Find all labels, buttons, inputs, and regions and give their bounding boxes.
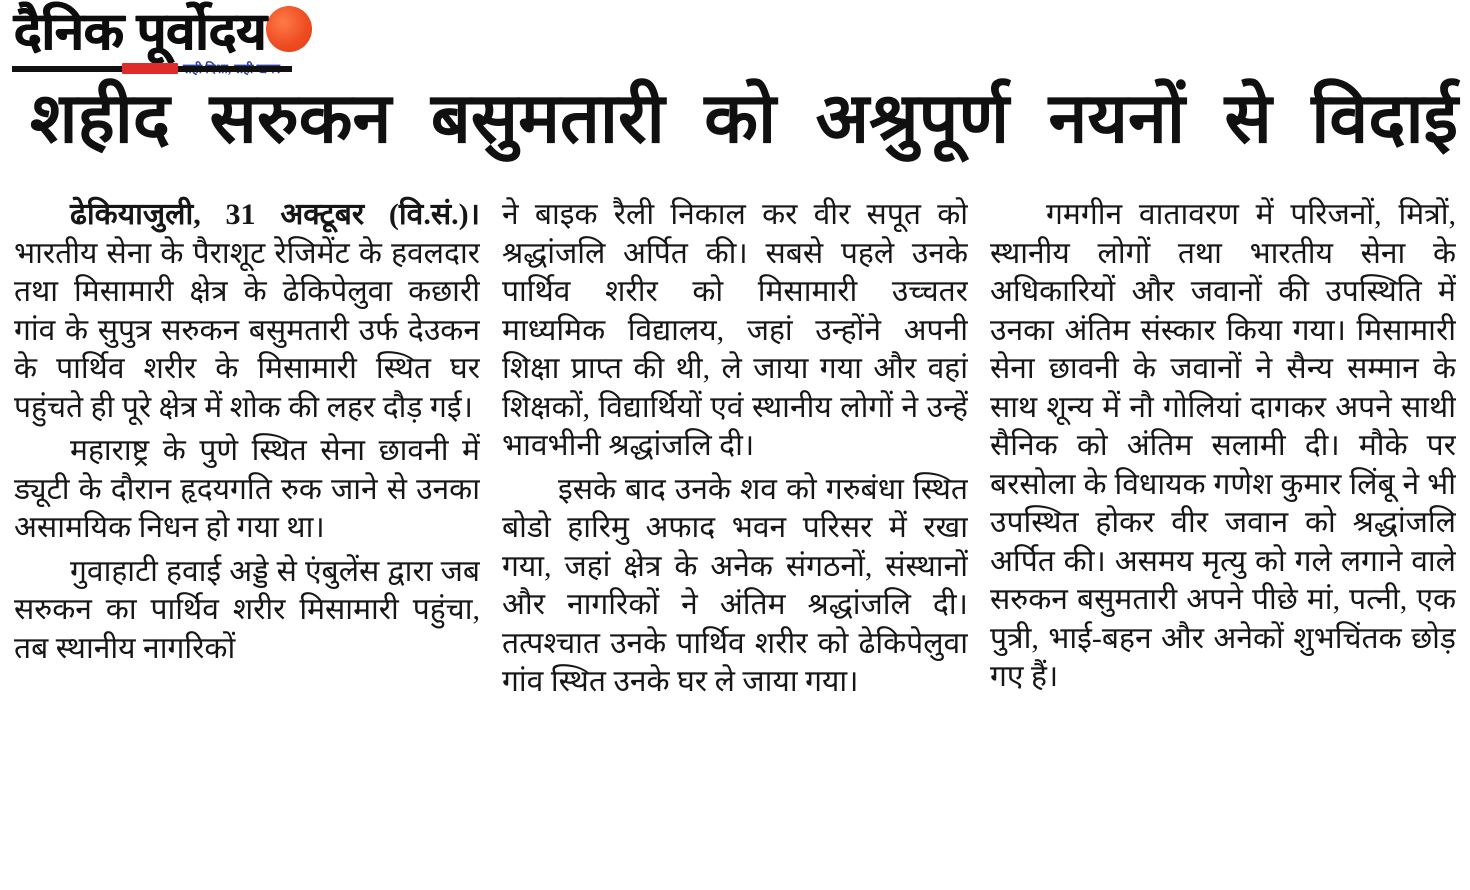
masthead-title-wrap bbox=[14, 4, 306, 64]
article-column-3 bbox=[990, 196, 1456, 888]
paragraph-text: भारतीय सेना के पैराशूट रेजिमेंट के हवलदार तथा मिसामारी क्षेत्र के ढेकिपेलुवा कछारी गांव के सुपुत्र सरुकन बसुमतारी उर्फ देउकन के पार्थिव शरीर के मिसामारी स्थित घर पहुंचते ही पूरे क्षेत्र में शोक की लहर दौड़ गई। bbox=[14, 236, 480, 424]
publication-badge bbox=[122, 63, 178, 74]
paragraph: इसके बाद उनके शव को गरुबंधा स्थित बोडो हारिमु अफाद भवन परिसर में रखा गया, जहां क्षेत्र के अनेक संगठनों, संस्थानों और नागरिकों ने अंतिम श्रद्धांजलि दी। तत्पश्चात उनके पार्थिव शरीर को ढेकिपेलुवा गांव स्थित उनके घर ले जाया गया। bbox=[502, 472, 968, 698]
article-column-1 bbox=[14, 196, 480, 888]
rising-sun-icon bbox=[266, 6, 312, 52]
paragraph: गमगीन वातावरण में परिजनों, मित्रों, स्थानीय लोगों तथा भारतीय सेना के अधिकारियों और जवानों की उपस्थिति में उनका अंतिम संस्कार किया गया। मिसामारी सेना छावनी के जवानों ने सैन्य सम्मान के साथ शून्य में नौ गोलियां दागकर अपने साथी सैनिक को अंतिम सलामी दी। मौके पर बरसोला के विधायक गणेश कुमार लिंबू ने भी उपस्थित होकर वीर जवान को श्रद्धांजलि अर्पित की। असमय मृत्यु को गले लगाने वाले सरुकन बसुमतारी अपने पीछे मां, पत्नी, एक पुत्री, भाई-बहन और अनेकों शुभचिंतक छोड़ गए हैं। bbox=[990, 198, 1456, 693]
dateline: ढेकियाजुली, 31 अक्टूबर (वि.सं.)। bbox=[70, 198, 480, 231]
paragraph: ने बाइक रैली निकाल कर वीर सपूत को श्रद्धांजलि अर्पित की। सबसे पहले उनके पार्थिव शरीर को मिसामारी उच्चतर माध्यमिक विद्यालय, जहां उन्होंने अपनी शिक्षा प्राप्त की थी, ले जाया गया और वहां शिक्षकों, विद्यार्थियों एवं स्थानीय लोगों ने उन्हें भावभीनी श्रद्धांजलि दी। bbox=[502, 198, 968, 462]
article-headline: शहीद सरुकन बसुमतारी को अश्रुपूर्ण नयनों से विदाई bbox=[30, 81, 1458, 158]
paragraph: महाराष्ट्र के पुणे स्थित सेना छावनी में ड्यूटी के दौरान हृदयगति रुक जाने से उनका असामयिक निधन हो गया था। bbox=[14, 434, 480, 544]
paragraph bbox=[14, 196, 480, 427]
paragraph: गुवाहाटी हवाई अड्डे से एंबुलेंस द्वारा जब सरुकन का पार्थिव शरीर मिसामारी पहुंचा, तब स्थानीय नागरिकों bbox=[14, 554, 480, 665]
newspaper-title: दैनिक पूर्वोदय bbox=[14, 4, 267, 61]
article-body bbox=[14, 196, 1456, 888]
article-column-2 bbox=[502, 196, 968, 888]
